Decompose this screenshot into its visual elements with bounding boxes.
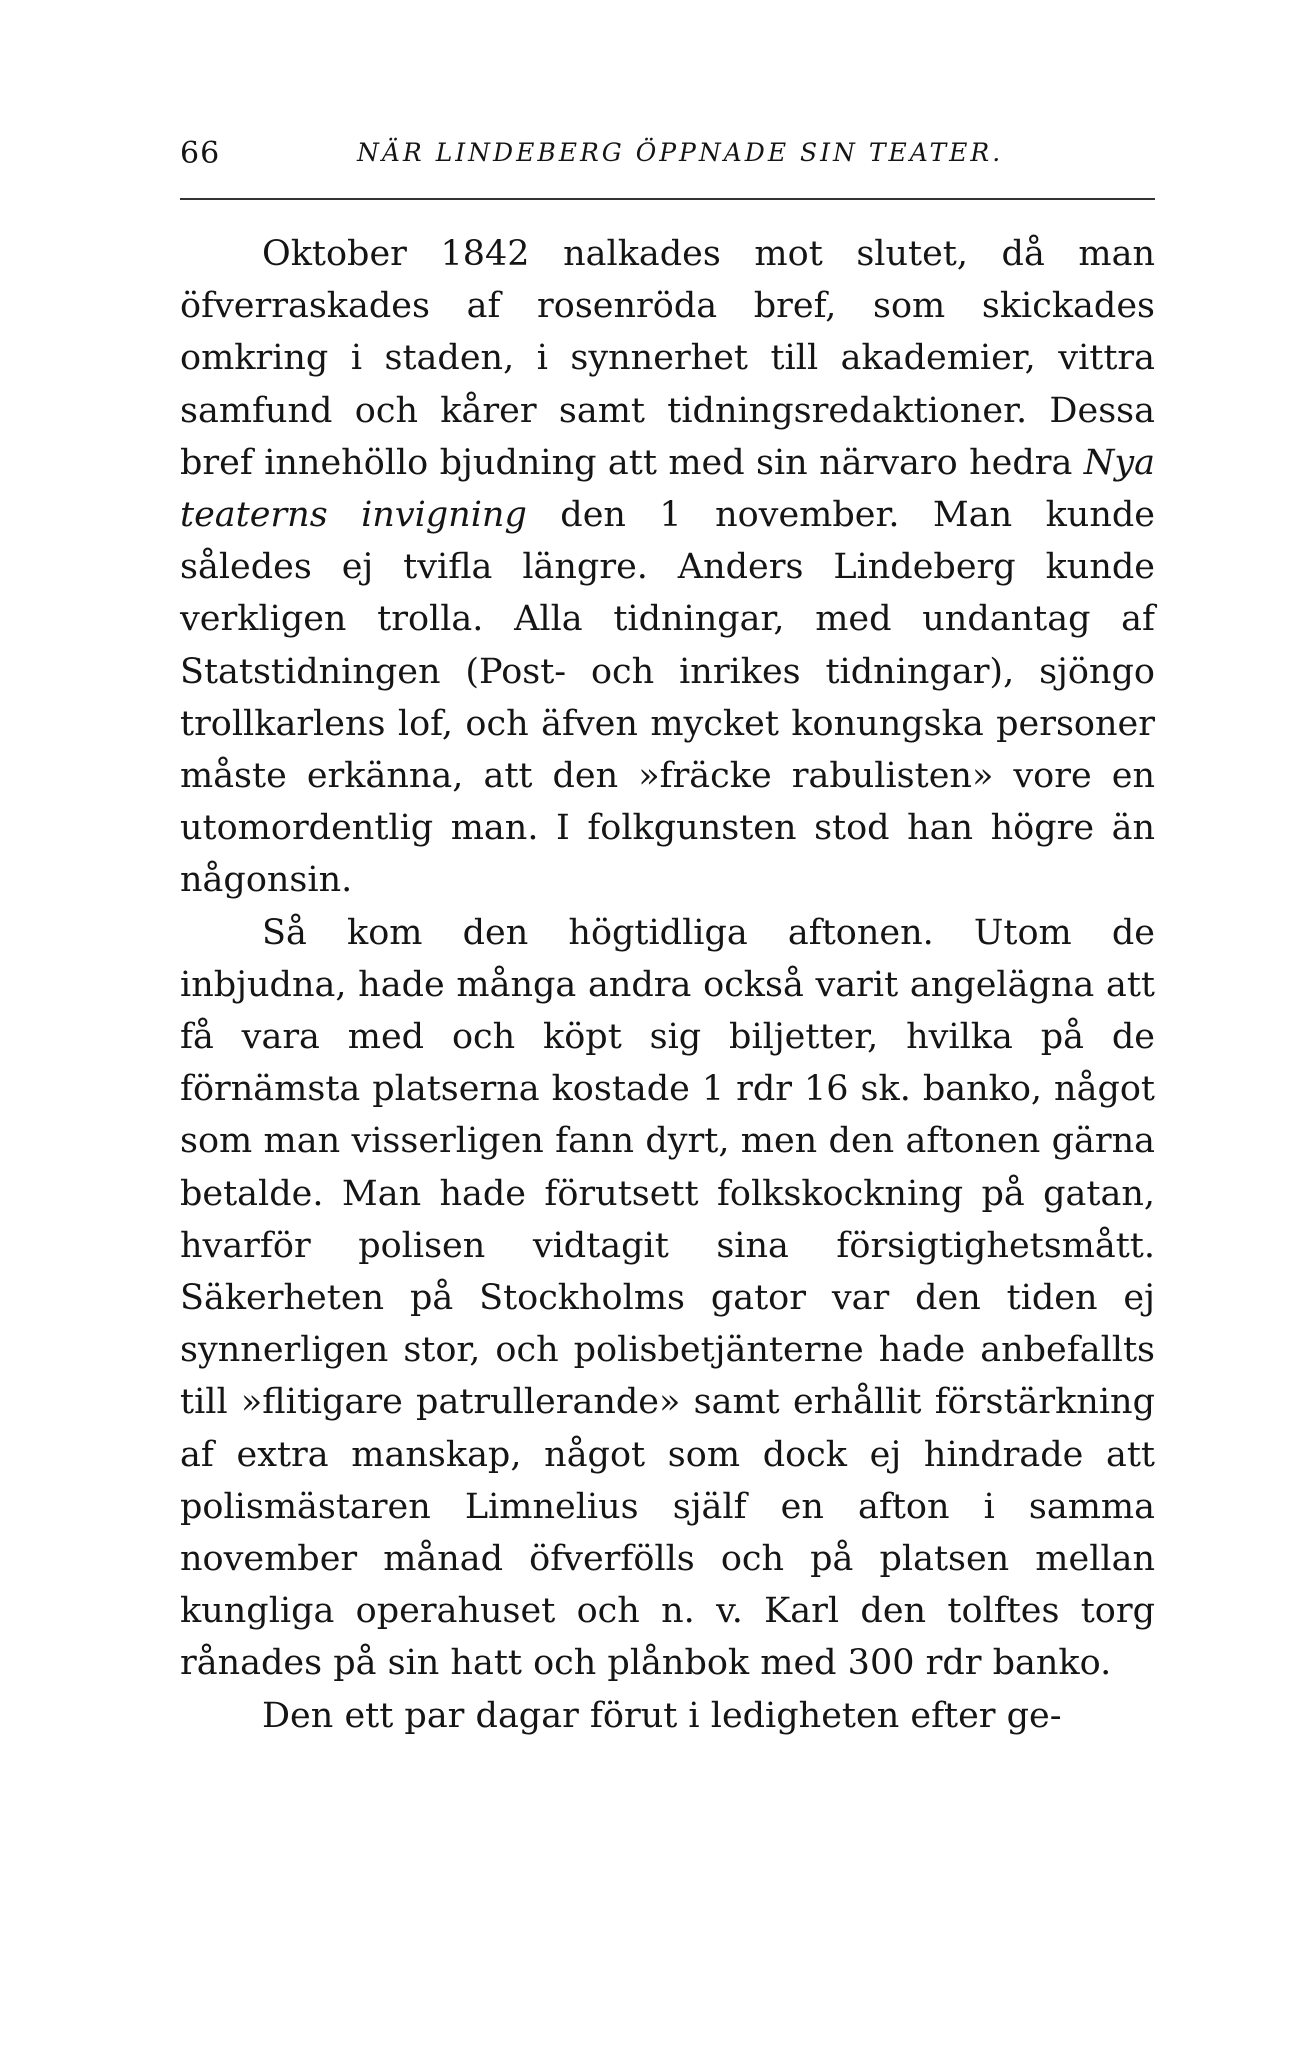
running-title: NÄR LINDEBERG ÖPPNADE SIN TEATER. [357,138,1004,167]
body-text [180,228,1155,1742]
paragraph-1 [180,228,1155,907]
paragraph-1-end: den 1 november. Man kunde således ej tvifla längre. Anders Lindeberg kunde verkligen trolla. Alla tidningar, med undantag af Statstidningen (Post- och inrikes tidningar), sjöngo trollkarlens lof, och äfven mycket konungska personer måste erkänna, att den »fräcke rabulisten» vore en utomordentlig man. I folkgunsten stod han högre än någonsin. [180,495,1155,901]
paragraph-2: Så kom den högtidliga aftonen. Utom de inbjudna, hade många andra också varit angelägna att få vara med och köpt sig biljetter, hvilka på de förnämsta platserna kostade 1 rdr 16 sk. banko, något som man visserligen fann dyrt, men den aftonen gärna betalde. Man hade förutsett folkskockning på gatan, hvarför polisen vidtagit sina försigtighetsmått. Säkerheten på Stockholms gator var den tiden ej synnerligen stor, och polisbetjänterne hade anbefallts till »flitigare patrullerande» samt erhållit förstärkning af extra manskap, något som dock ej hindrade att polismästaren Limnelius själf en afton i samma november månad öfverfölls och på platsen mellan kungliga operahuset och n. v. Karl den tolftes torg rånades på sin hatt och plånbok med 300 rdr banko. [180,912,1155,1684]
page-number: 66 [180,136,221,171]
header-rule [180,198,1155,200]
running-head [180,136,1155,176]
paragraph-3: Den ett par dagar förut i ledigheten efter ge- [262,1695,1062,1736]
paragraph-1-italic: Nya teaterns invigning [180,442,1155,536]
paragraph-1-start: Oktober 1842 nalkades mot slutet, då man öfverraskades af rosenröda bref, som skickades omkring i staden, i synnerhet till akademier, vittra samfund och kårer samt tidningsredaktioner. Dessa bref innehöllo bjudning att med sin närvaro hedra [180,234,1155,483]
